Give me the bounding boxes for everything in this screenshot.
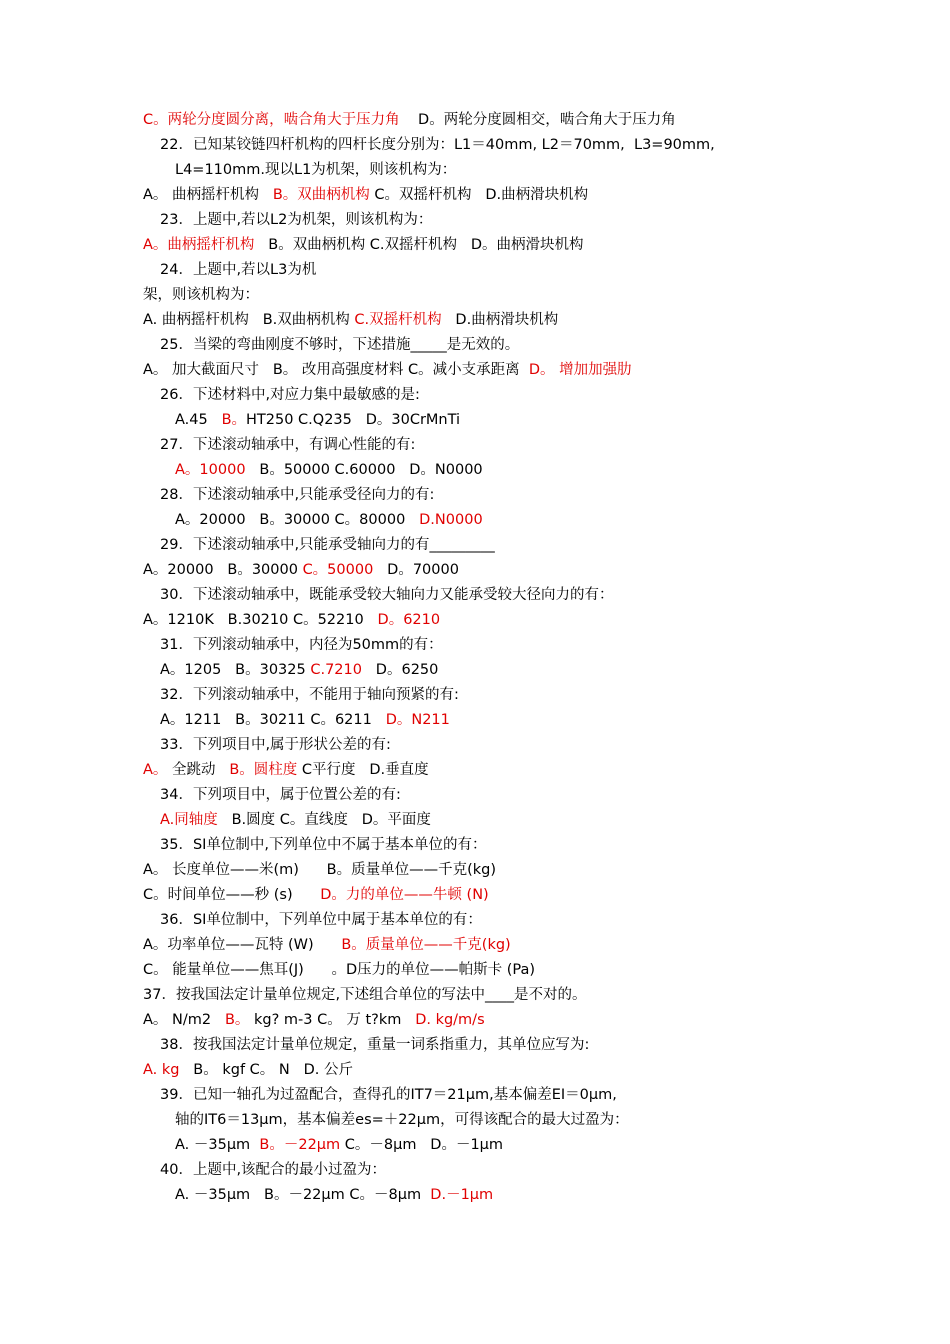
- answer-highlight: C。50000: [302, 562, 374, 578]
- text-segment: 35．SI单位制中,下列单位中不属于基本单位的有：: [160, 837, 487, 853]
- answer-highlight: D。 增加加强肋: [528, 362, 632, 378]
- text-line: [175, 1110, 629, 1130]
- text-segment: A。1210K B.30210 C。52210: [143, 612, 378, 628]
- text-line: [160, 535, 495, 555]
- text-line: [143, 1010, 485, 1030]
- text-line: [143, 285, 259, 305]
- text-segment: A.45: [175, 412, 222, 428]
- text-line: [160, 385, 420, 405]
- text-segment: B。 kgf C。 N D. 公斤: [179, 1062, 353, 1078]
- answer-highlight: B。双曲柄机构: [272, 187, 370, 203]
- text-segment: 23．上题中,若以L2为机架，则该机构为：: [160, 212, 433, 228]
- answer-highlight: B。－22μm: [259, 1137, 341, 1153]
- text-segment: A。 加大截面尺寸 B。 改用高强度材料 C。减小支承距离: [143, 362, 529, 378]
- answer-highlight: A.同轴度: [160, 812, 218, 828]
- text-line: [160, 710, 450, 730]
- text-segment: 38．按我国法定计量单位规定，重量一词系指重力，其单位应写为:: [160, 1037, 590, 1053]
- answer-highlight: B。: [224, 1012, 250, 1028]
- text-segment: 40．上题中,该配合的最小过盈为：: [160, 1162, 387, 1178]
- text-line: [143, 885, 489, 905]
- text-line: [175, 160, 456, 180]
- text-segment: A. －35μm B。－22μm C。－8μm: [175, 1187, 431, 1203]
- text-segment: A。20000 B。30000 C。80000: [175, 512, 420, 528]
- text-line: [160, 1085, 617, 1105]
- text-line: [143, 560, 459, 580]
- text-line: [143, 985, 587, 1005]
- text-segment: 28．下述滚动轴承中,只能承受径向力的有:: [160, 487, 435, 503]
- answer-highlight: D。力的单位——牛顿 (N): [320, 887, 489, 903]
- text-segment: 26．下述材料中,对应力集中最敏感的是:: [160, 387, 420, 403]
- answer-highlight: C.7210: [310, 662, 362, 678]
- text-line: [160, 785, 401, 805]
- text-line: [160, 735, 391, 755]
- answer-highlight: B。质量单位——千克(kg): [341, 937, 511, 953]
- answer-highlight: C.双摇杆机构: [354, 312, 442, 328]
- answer-highlight: C。两轮分度圆分离，啮合角大于压力角: [143, 112, 400, 128]
- text-line: [143, 110, 676, 130]
- text-line: [143, 360, 632, 380]
- text-segment: 全跳动: [167, 762, 230, 778]
- text-segment: L4=110mm.现以L1为机架，则该机构为：: [175, 162, 457, 178]
- text-segment: 架，则该机构为：: [143, 287, 259, 303]
- text-segment: B.圆度 C。直线度 D。平面度: [217, 812, 431, 828]
- text-segment: A。 曲柄摇杆机构: [143, 187, 273, 203]
- text-segment: A。功率单位——瓦特 (W): [143, 937, 342, 953]
- text-segment: 25．当梁的弯曲刚度不够时，下述措施_____是无效的。: [160, 337, 520, 353]
- text-segment: C。－8μm D。－1μm: [340, 1137, 504, 1153]
- text-segment: B。双曲柄机构 C.双摇杆机构 D。曲柄滑块机构: [254, 237, 584, 253]
- answer-highlight: D.－1μm: [430, 1187, 494, 1203]
- text-segment: A. －35μm: [175, 1137, 260, 1153]
- text-line: [160, 210, 432, 230]
- text-line: [160, 135, 715, 155]
- text-segment: A。1205 B。30325: [160, 662, 311, 678]
- text-segment: 39．已知一轴孔为过盈配合，查得孔的IT7＝21μm,基本偏差EI＝0μm,: [160, 1087, 617, 1103]
- text-line: [143, 235, 584, 255]
- text-line: [160, 1035, 589, 1055]
- text-line: [175, 460, 483, 480]
- text-segment: B。50000 C.60000 D。N0000: [245, 462, 483, 478]
- text-segment: 22．已知某铰链四杆机构的四杆长度分别为：L1＝40mm, L2＝70mm, L3=90mm,: [160, 137, 715, 153]
- text-segment: D。6250: [361, 662, 439, 678]
- text-segment: C。时间单位——秒 (s): [143, 887, 321, 903]
- text-segment: 29．下述滚动轴承中,只能承受轴向力的有_________: [160, 537, 495, 553]
- answer-highlight: B。圆柱度: [229, 762, 298, 778]
- text-line: [175, 510, 483, 530]
- text-line: [143, 960, 535, 980]
- text-segment: D.曲柄滑块机构: [441, 312, 559, 328]
- text-line: [160, 835, 487, 855]
- text-segment: 37．按我国法定计量单位规定,下述组合单位的写法中____是不对的。: [143, 987, 587, 1003]
- text-segment: 24．上题中,若以L3为机: [160, 262, 317, 278]
- text-line: [143, 860, 496, 880]
- answer-highlight: B。: [221, 412, 247, 428]
- text-line: [160, 260, 316, 280]
- text-line: [160, 335, 519, 355]
- text-segment: 30．下述滚动轴承中，既能承受较大轴向力又能承受较大径向力的有：: [160, 587, 614, 603]
- text-segment: 34．下列项目中，属于位置公差的有:: [160, 787, 401, 803]
- answer-highlight: D。6210: [377, 612, 441, 628]
- answer-highlight: A。: [143, 762, 168, 778]
- answer-highlight: A。10000: [175, 462, 246, 478]
- text-segment: 32．下列滚动轴承中，不能用于轴向预紧的有:: [160, 687, 459, 703]
- answer-highlight: A. kg: [143, 1062, 180, 1078]
- text-segment: C。双摇杆机构 D.曲柄滑块机构: [369, 187, 589, 203]
- text-line: [160, 685, 459, 705]
- text-line: [160, 485, 434, 505]
- text-line: [160, 910, 482, 930]
- text-segment: D。两轮分度圆相交，啮合角大于压力角: [399, 112, 676, 128]
- text-segment: A。20000 B。30000: [143, 562, 303, 578]
- text-segment: 31．下列滚动轴承中，内径为50mm的有：: [160, 637, 443, 653]
- text-line: [143, 610, 440, 630]
- text-line: [160, 1160, 386, 1180]
- text-segment: A. 曲柄摇杆机构 B.双曲柄机构: [143, 312, 355, 328]
- text-line: [160, 660, 438, 680]
- text-line: [143, 1060, 353, 1080]
- text-segment: HT250 C.Q235 D。30CrMnTi: [246, 412, 461, 428]
- text-line: [143, 310, 558, 330]
- text-segment: C。 能量单位——焦耳(J) 。D压力的单位——帕斯卡 (Pa): [143, 962, 536, 978]
- text-line: [160, 435, 415, 455]
- text-segment: C平行度 D.垂直度: [297, 762, 429, 778]
- text-segment: 36．SI单位制中，下列单位中属于基本单位的有：: [160, 912, 482, 928]
- text-segment: 轴的IT6＝13μm，基本偏差es=＋22μm，可得该配合的最大过盈为：: [175, 1112, 629, 1128]
- answer-highlight: A。曲柄摇杆机构: [143, 237, 255, 253]
- answer-highlight: D。N211: [385, 712, 450, 728]
- text-segment: A。 N/m2: [143, 1012, 225, 1028]
- text-line: [160, 585, 613, 605]
- text-segment: D。70000: [373, 562, 459, 578]
- text-line: [143, 760, 429, 780]
- text-segment: 33．下列项目中,属于形状公差的有:: [160, 737, 391, 753]
- text-segment: 27．下述滚动轴承中，有调心性能的有:: [160, 437, 416, 453]
- answer-highlight: D.N0000: [419, 512, 483, 528]
- text-line: [160, 635, 443, 655]
- text-line: [143, 935, 511, 955]
- text-line: [175, 1185, 493, 1205]
- text-segment: kg? m-3 C。 万 t?km: [249, 1012, 416, 1028]
- text-line: [143, 185, 588, 205]
- text-segment: A。 长度单位——米(m) B。质量单位——千克(kg): [143, 862, 496, 878]
- text-line: [175, 410, 460, 430]
- text-line: [160, 810, 431, 830]
- text-segment: A。1211 B。30211 C。6211: [160, 712, 386, 728]
- text-line: [175, 1135, 503, 1155]
- answer-highlight: D. kg/m/s: [415, 1012, 485, 1028]
